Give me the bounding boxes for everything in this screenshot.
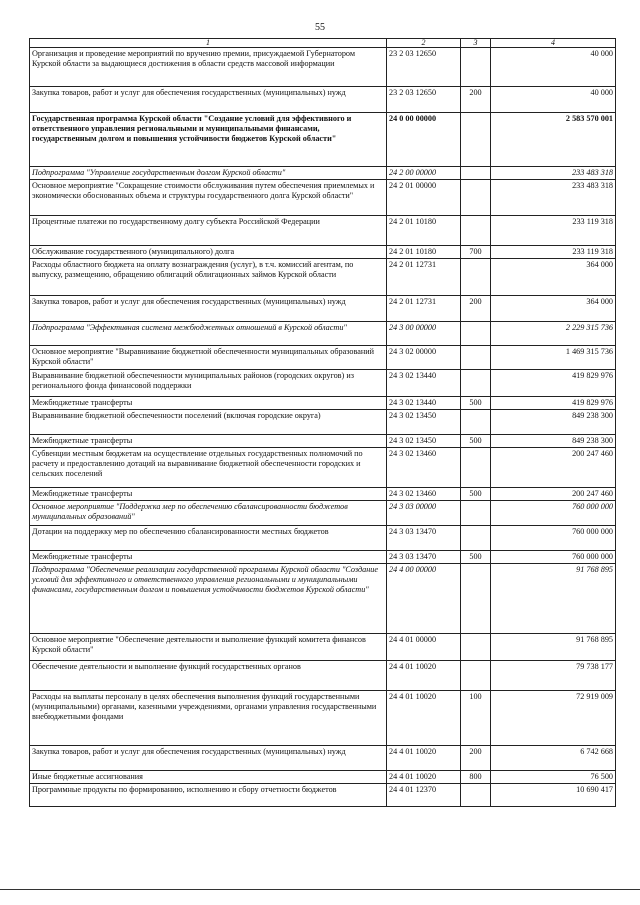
row-name: Подпрограмма "Обеспечение реализации государственной программы Курской области "Создание условий для эффективного и ответственного управления региональными и муниципальными финансами, государственным долгом и повышения устойчивости бюджетов Курской области" [30,564,387,634]
table-row [30,784,616,807]
row-amount: 419 829 976 [491,397,616,410]
row-name: Основное мероприятие "Поддержка мер по обеспечению сбалансированности бюджетов муниципальных образований" [30,501,387,526]
row-name: Основное мероприятие "Выравнивание бюджетной обеспеченности муниципальных образований Курской области" [30,346,387,370]
row-expense-type [461,346,491,370]
row-name: Процентные платежи по государственному долгу субъекта Российской Федерации [30,216,387,246]
row-amount: 1 469 315 736 [491,346,616,370]
row-code: 24 2 01 10180 [387,216,461,246]
table-row [30,296,616,322]
row-expense-type [461,167,491,180]
row-expense-type [461,216,491,246]
table-row [30,87,616,113]
row-code: 24 0 00 00000 [387,113,461,167]
row-name: Обеспечение деятельности и выполнение функций государственных органов [30,661,387,691]
row-name: Расходы областного бюджета на оплату вознаграждения (услуг), в т.ч. комиссий агентам, по выпуску, размещению, обращению облигаций облигационных займов Курской области [30,259,387,296]
row-expense-type [461,526,491,551]
row-amount: 40 000 [491,87,616,113]
row-name: Основное мероприятие "Обеспечение деятельности и выполнение функций комитета финансов Курской области" [30,634,387,661]
table-row [30,180,616,216]
table-row [30,113,616,167]
column-header-name: 1 [30,39,387,48]
row-expense-type [461,259,491,296]
table-row [30,488,616,501]
row-amount: 233 483 318 [491,180,616,216]
row-code: 24 2 01 12731 [387,259,461,296]
row-code: 24 3 02 00000 [387,346,461,370]
table-row [30,167,616,180]
row-amount: 364 000 [491,259,616,296]
table-header [30,39,616,48]
row-name: Подпрограмма "Эффективная система межбюджетных отношений в Курской области" [30,322,387,346]
column-header-code: 2 [387,39,461,48]
row-code: 24 3 00 00000 [387,322,461,346]
row-code: 24 4 00 00000 [387,564,461,634]
row-expense-type: 200 [461,746,491,771]
row-code: 24 3 02 13440 [387,370,461,397]
row-amount: 76 500 [491,771,616,784]
row-amount: 419 829 976 [491,370,616,397]
row-expense-type [461,448,491,488]
row-name: Закупка товаров, работ и услуг для обеспечения государственных (муниципальных) нужд [30,746,387,771]
row-expense-type [461,410,491,435]
row-code: 24 3 02 13460 [387,488,461,501]
table-row [30,435,616,448]
table-row [30,564,616,634]
row-expense-type: 500 [461,551,491,564]
row-code: 24 3 03 13470 [387,526,461,551]
row-expense-type [461,784,491,807]
row-code: 24 3 02 13440 [387,397,461,410]
table-row [30,661,616,691]
table-row [30,771,616,784]
row-name: Программные продукты по формированию, исполнению и сбору отчетности бюджетов [30,784,387,807]
table-row [30,322,616,346]
row-amount: 200 247 460 [491,448,616,488]
row-expense-type: 500 [461,397,491,410]
row-expense-type [461,370,491,397]
column-header-type: 3 [461,39,491,48]
row-amount: 233 119 318 [491,216,616,246]
row-code: 24 3 02 13460 [387,448,461,488]
row-name: Межбюджетные трансферты [30,488,387,501]
table-row [30,346,616,370]
table-row [30,691,616,746]
table-row [30,634,616,661]
row-amount: 233 119 318 [491,246,616,259]
row-expense-type: 100 [461,691,491,746]
row-expense-type [461,322,491,346]
table-row [30,246,616,259]
row-amount: 10 690 417 [491,784,616,807]
row-code: 23 2 03 12650 [387,87,461,113]
row-code: 24 2 01 12731 [387,296,461,322]
row-code: 24 3 03 00000 [387,501,461,526]
row-name: Межбюджетные трансферты [30,397,387,410]
row-name: Иные бюджетные ассигнования [30,771,387,784]
page-number: 55 [315,22,325,33]
row-amount: 6 742 668 [491,746,616,771]
column-number-row [30,39,616,48]
row-expense-type: 500 [461,435,491,448]
row-expense-type [461,634,491,661]
row-name: Основное мероприятие "Сокращение стоимости обслуживания путем обеспечения приемлемых и экономически обоснованных объема и структуры государственного долга Курской области" [30,180,387,216]
row-name: Межбюджетные трансферты [30,435,387,448]
row-name: Закупка товаров, работ и услуг для обеспечения государственных (муниципальных) нужд [30,87,387,113]
table-row [30,410,616,435]
row-amount: 2 583 570 001 [491,113,616,167]
row-amount: 849 238 300 [491,435,616,448]
row-name: Межбюджетные трансферты [30,551,387,564]
row-expense-type [461,113,491,167]
row-amount: 364 000 [491,296,616,322]
row-name: Обслуживание государственного (муниципального) долга [30,246,387,259]
row-code: 24 4 01 00000 [387,634,461,661]
row-name: Организация и проведение мероприятий по вручению премии, присуждаемой Губернатором Курской области за выдающиеся достижения в области средств массовой информации [30,48,387,87]
row-name: Выравнивание бюджетной обеспеченности поселений (включая городские округа) [30,410,387,435]
row-code: 23 2 03 12650 [387,48,461,87]
row-name: Расходы на выплаты персоналу в целях обеспечения выполнения функций государственными (муниципальными) органами, казенными учреждениями, органами управления государственными внебюджетными фондами [30,691,387,746]
row-amount: 200 247 460 [491,488,616,501]
table-row [30,501,616,526]
row-name: Закупка товаров, работ и услуг для обеспечения государственных (муниципальных) нужд [30,296,387,322]
row-name: Государственная программа Курской области "Создание условий для эффективного и ответственного управления региональными и муниципальными финансами, государственным долгом и повышения устойчивости бюджетов Курской области" [30,113,387,167]
row-code: 24 4 01 12370 [387,784,461,807]
row-expense-type [461,501,491,526]
row-code: 24 4 01 10020 [387,661,461,691]
table-row [30,746,616,771]
budget-table [29,38,616,807]
row-code: 24 4 01 10020 [387,771,461,784]
table-row [30,551,616,564]
row-amount: 760 000 000 [491,501,616,526]
row-code: 24 3 03 13470 [387,551,461,564]
row-name: Субвенции местным бюджетам на осуществление отдельных государственных полномочий по расчету и предоставлению дотаций на выравнивание бюджетной обеспеченности городских и сельских поселений [30,448,387,488]
row-amount: 233 483 318 [491,167,616,180]
row-amount: 760 000 000 [491,551,616,564]
row-code: 24 4 01 10020 [387,746,461,771]
scan-bottom-edge [0,889,640,890]
row-code: 24 3 02 13450 [387,435,461,448]
row-amount: 72 919 009 [491,691,616,746]
row-code: 24 2 01 10180 [387,246,461,259]
row-amount: 2 229 315 736 [491,322,616,346]
row-expense-type: 500 [461,488,491,501]
row-name: Дотации на поддержку мер по обеспечению сбалансированности местных бюджетов [30,526,387,551]
row-expense-type: 200 [461,87,491,113]
row-expense-type [461,564,491,634]
row-code: 24 4 01 10020 [387,691,461,746]
row-amount: 79 738 177 [491,661,616,691]
table-row [30,259,616,296]
row-expense-type [461,661,491,691]
row-amount: 849 238 300 [491,410,616,435]
row-expense-type [461,48,491,87]
row-amount: 91 768 895 [491,564,616,634]
row-expense-type: 200 [461,296,491,322]
table-row [30,48,616,87]
row-code: 24 2 01 00000 [387,180,461,216]
row-amount: 40 000 [491,48,616,87]
table-row [30,448,616,488]
row-expense-type: 700 [461,246,491,259]
table-body [30,48,616,807]
row-code: 24 2 00 00000 [387,167,461,180]
row-amount: 91 768 895 [491,634,616,661]
row-code: 24 3 02 13450 [387,410,461,435]
row-expense-type [461,180,491,216]
row-name: Выравнивание бюджетной обеспеченности муниципальных районов (городских округов) из регионального фонда финансовой поддержки [30,370,387,397]
row-name: Подпрограмма "Управление государственным долгом Курской области" [30,167,387,180]
table-row [30,397,616,410]
row-expense-type: 800 [461,771,491,784]
table-row [30,370,616,397]
row-amount: 760 000 000 [491,526,616,551]
table-row [30,216,616,246]
column-header-amount: 4 [491,39,616,48]
table-row [30,526,616,551]
